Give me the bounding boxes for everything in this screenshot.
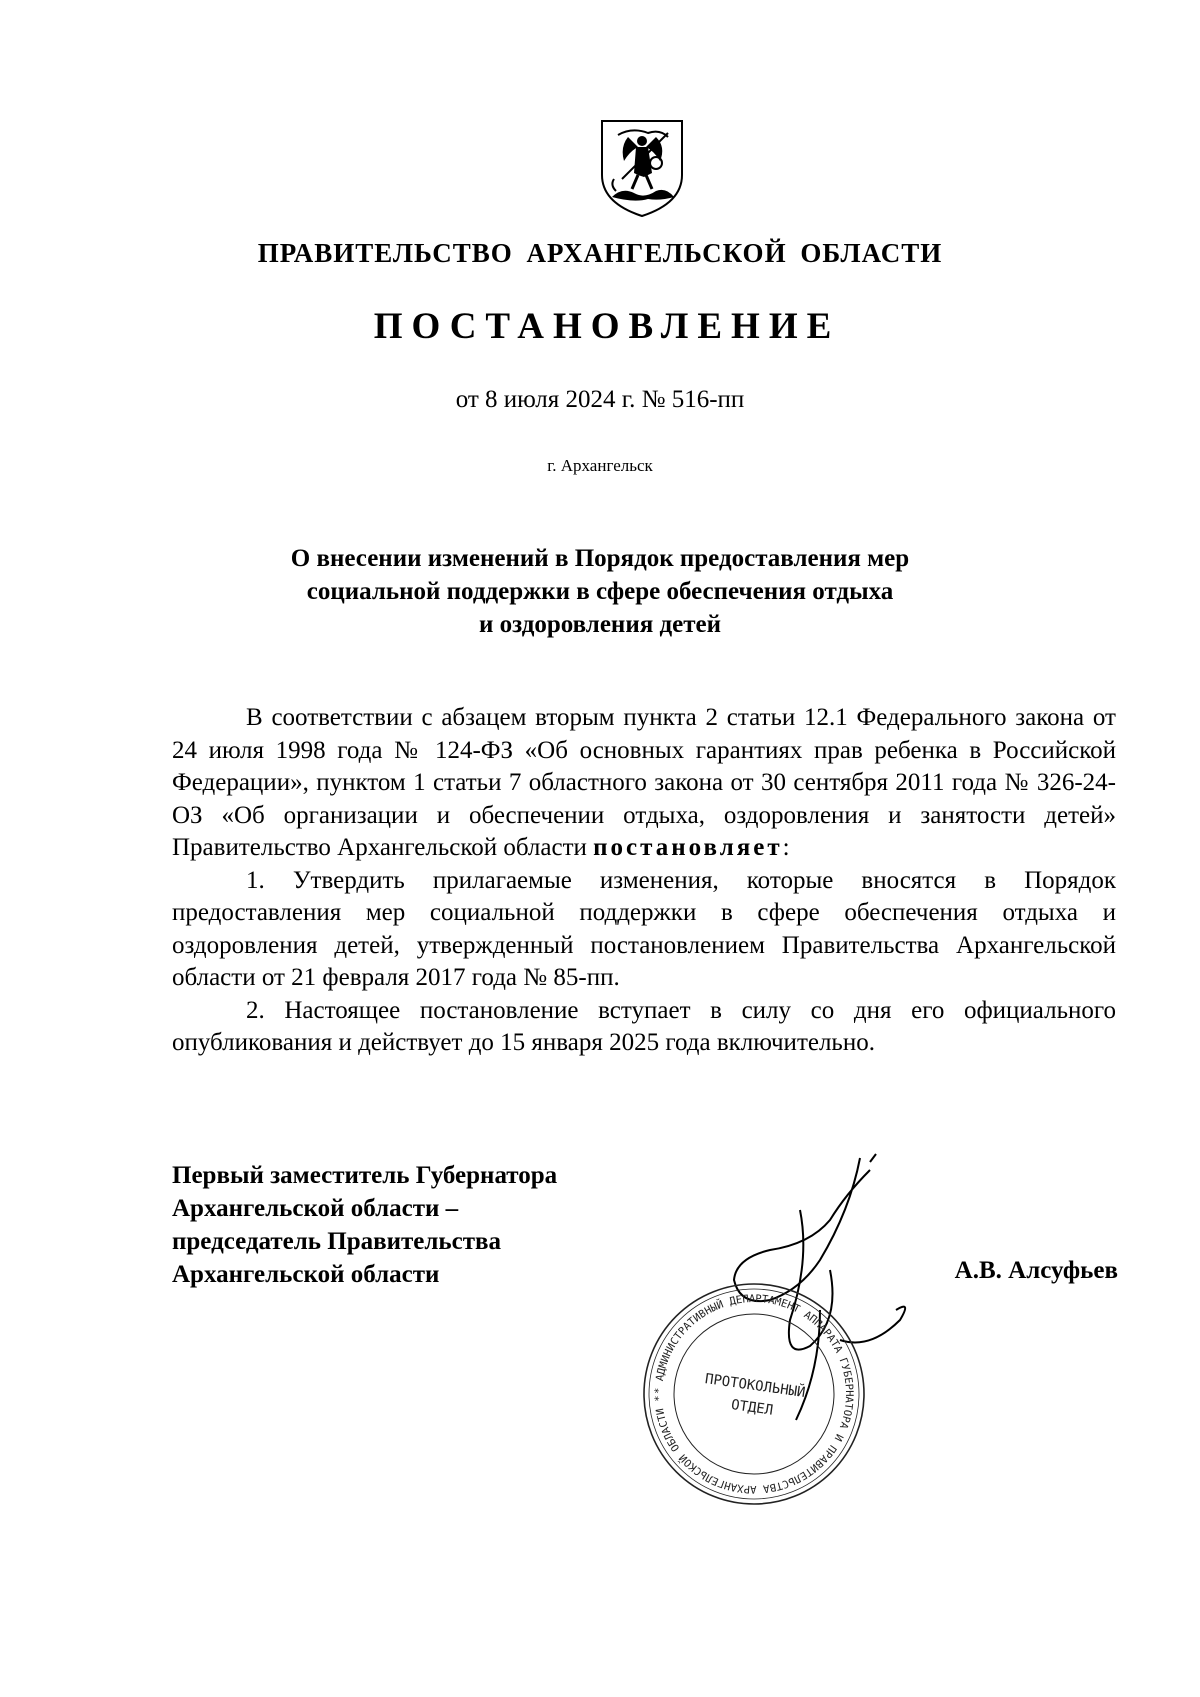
clause-1: 1. Утвердить прилагаемые изменения, которые вносятся в Порядок предоставления мер социальной поддержки в сфере обеспечения отдыха и оздоровления детей, утвержденный постановлением Правительства Архангельской области от 21 февраля 2017 года № 85-пп.: [172, 866, 1116, 991]
official-stamp: [638, 1278, 870, 1510]
document-city: г. Архангельск: [547, 456, 653, 475]
signer-title-line: Архангельской области –: [172, 1195, 459, 1222]
resolution-keyword: постановляет: [593, 834, 783, 861]
coat-of-arms-icon: [598, 117, 686, 219]
document-body: [172, 702, 1116, 1060]
signer-title-line: Первый заместитель Губернатора: [172, 1162, 558, 1189]
signer-title-line: председатель Правительства: [172, 1228, 502, 1255]
intro-text: В соответствии с абзацем вторым пункта 2 статьи 12.1 Федерального закона от 24 июля 1998 года № 124-ФЗ «Об основных гарантиях прав ребенка в Российской Федерации», пунктом 1 статьи 7 областного закона от 30 сентября 2011 года № 326-24-ОЗ «Об организации и обеспечении отдыха, оздоровления и занятости детей» Правительство Архангельской области: [172, 704, 1116, 861]
signer-name: А.В. Алсуфьев: [954, 1257, 1118, 1284]
signer-title: [172, 1159, 642, 1291]
stamp-center-line2: ОТДЕЛ: [730, 1397, 775, 1419]
subject-line: О внесении изменений в Порядок предоставления мер: [290, 545, 910, 572]
signer-title-line: Архангельской области: [172, 1261, 440, 1288]
document-date-number: от 8 июля 2024 г. № 516-пп: [455, 386, 745, 413]
document-type: ПОСТАНОВЛЕНИЕ: [373, 306, 841, 347]
intro-colon: :: [782, 834, 790, 861]
subject-line: и оздоровления детей: [478, 611, 722, 638]
government-name: ПРАВИТЕЛЬСТВО АРХАНГЕЛЬСКОЙ ОБЛАСТИ: [257, 238, 943, 268]
clause-2: 2. Настоящее постановление вступает в силу со дня его официального опубликования и действует до 15 января 2025 года включительно.: [172, 996, 1116, 1056]
stamp-ring-path: * АДМИНИСТРАТИВНЫЙ ДЕПАРТАМЕНТ АППАРАТА ГУБЕРНАТОРА И ПРАВИТЕЛЬСТВА АРХАНГЕЛЬСКОЙ ОБЛАСТИ *: [652, 1292, 856, 1496]
subject-line: социальной поддержки в сфере обеспечения отдыха: [306, 578, 894, 605]
document-subject: [250, 542, 950, 641]
intro-paragraph: [172, 702, 1116, 865]
stamp-center-line1: ПРОТОКОЛЬНЫЙ: [703, 1371, 807, 1402]
